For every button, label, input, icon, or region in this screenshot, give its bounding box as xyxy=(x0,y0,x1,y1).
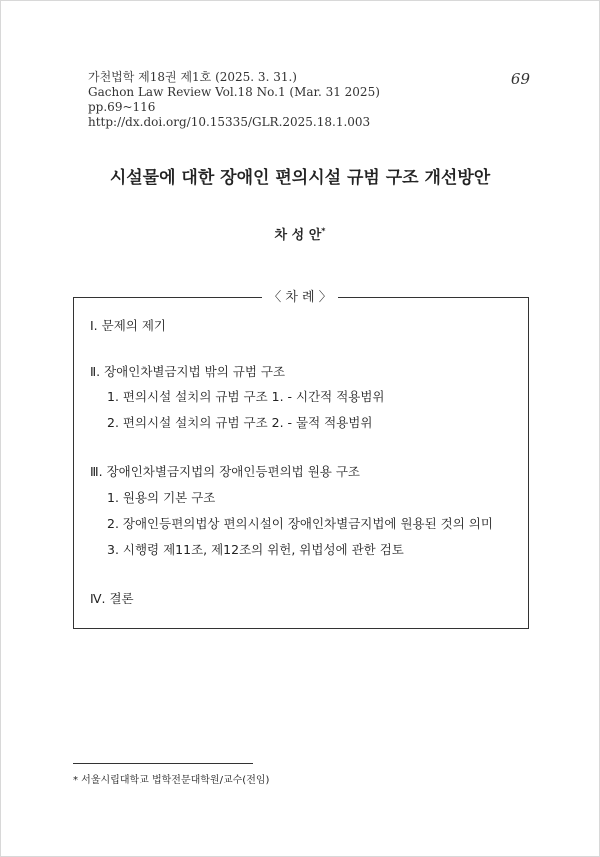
toc-item[interactable]: Ⅰ. 문제의 제기 xyxy=(90,318,166,333)
toc-item[interactable]: 2. 장애인등편의법상 편의시설이 장애인차별금지법에 원용된 것의 의미 xyxy=(107,516,493,531)
journal-header xyxy=(88,70,380,130)
journal-title-korean: 가천법학 제18권 제1호 (2025. 3. 31.) xyxy=(88,70,297,84)
footnote: * 서울시립대학교 법학전문대학원/교수(전임) xyxy=(73,775,270,786)
toc-item[interactable]: Ⅲ. 장애인차별금지법의 장애인등편의법 원용 구조 xyxy=(90,464,360,479)
toc-item[interactable]: 1. 원용의 기본 구조 xyxy=(107,490,216,505)
toc-item[interactable]: 1. 편의시설 설치의 규범 구조 1. - 시간적 적용범위 xyxy=(107,389,385,404)
page-range: pp.69~116 xyxy=(88,100,156,114)
journal-title-english: Gachon Law Review Vol.18 No.1 (Mar. 31 2025) xyxy=(88,85,380,99)
footnote-divider xyxy=(73,763,253,764)
doi-link[interactable]: http://dx.doi.org/10.15335/GLR.2025.18.1.003 xyxy=(88,115,371,129)
toc-item[interactable]: Ⅱ. 장애인차별금지법 밖의 규범 구조 xyxy=(90,364,286,379)
toc-item[interactable]: Ⅳ. 결론 xyxy=(90,591,134,606)
toc-label: 〈 차 례 〉 xyxy=(0,286,600,305)
author-name: 차 성 안 xyxy=(274,228,322,243)
toc-item[interactable]: 2. 편의시설 설치의 규범 구조 2. - 물적 적용범위 xyxy=(107,415,373,430)
author-footnote-mark[interactable]: * xyxy=(321,226,326,236)
page-number: 69 xyxy=(510,70,530,88)
article-title: 시설물에 대한 장애인 편의시설 규범 구조 개선방안 xyxy=(109,168,491,188)
toc-item[interactable]: 3. 시행령 제11조, 제12조의 위헌, 위법성에 관한 검토 xyxy=(107,542,404,557)
author xyxy=(0,224,600,243)
